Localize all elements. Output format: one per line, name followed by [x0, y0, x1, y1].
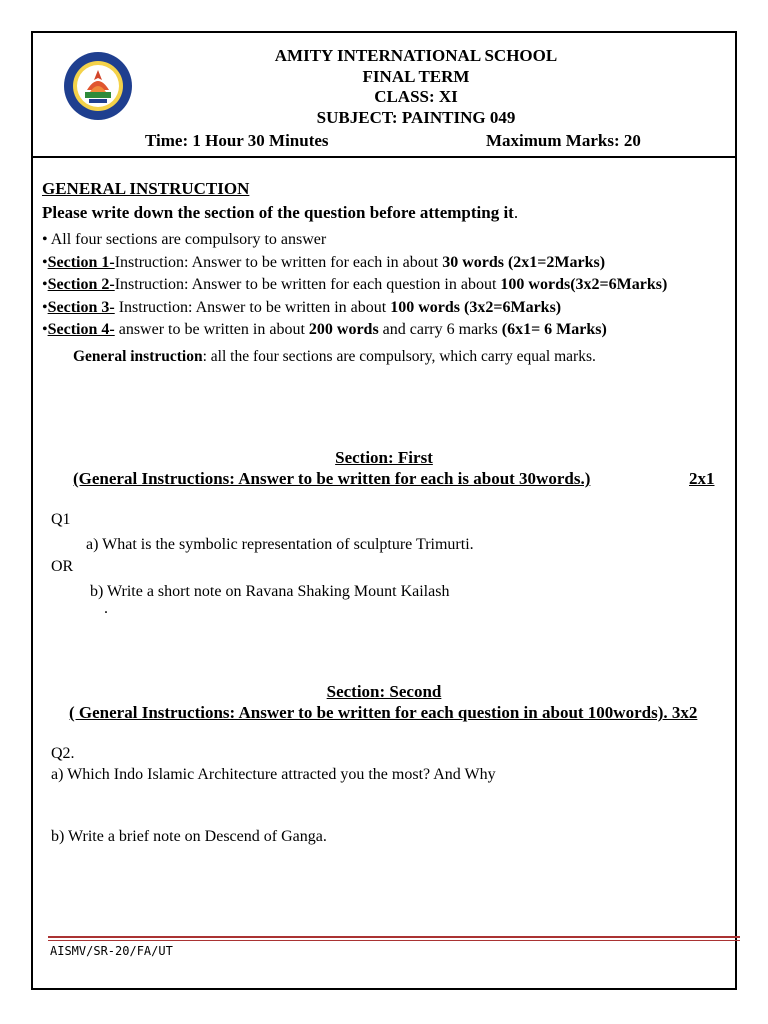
maximum-marks: Maximum Marks: 20 [486, 131, 641, 150]
instruction-item: •Section 3- Instruction: Answer to be written in about 100 words (3x2=6Marks) [42, 298, 562, 316]
instruction-item: •Section 1-Instruction: Answer to be written for each in about 30 words (2x1=2Marks) [42, 253, 606, 271]
section-first-instruction: (General Instructions: Answer to be written for each is about 30words.) [73, 469, 591, 488]
school-name: AMITY INTERNATIONAL SCHOOL [274, 46, 558, 65]
general-instruction-lead: Please write down the section of the question before attempting it. [42, 203, 519, 222]
section-first-marks-rule [614, 469, 686, 489]
section-second-title: Section: Second [326, 682, 442, 701]
instruction-item: •Section 4- answer to be written in about 200 words and carry 6 marks (6x1= 6 Marks) [42, 321, 607, 338]
school-logo [62, 50, 134, 122]
question-1-label: Q1 [51, 511, 71, 528]
instruction-item: • All four sections are compulsory to answer [42, 231, 327, 248]
exam-time: Time: 1 Hour 30 Minutes [145, 131, 329, 150]
header-divider [31, 156, 737, 158]
footer-document-code: AISMV/SR-20/FA/UT [50, 944, 173, 958]
footer-rule [48, 940, 740, 941]
general-instruction-title: GENERAL INSTRUCTION [42, 179, 250, 198]
instruction-item: •Section 2-Instruction: Answer to be written for each question in about 100 words(3x2=6Marks) [42, 276, 668, 293]
exam-header [200, 46, 632, 128]
exam-subject: SUBJECT: PAINTING 049 [316, 107, 516, 127]
section-first-marks: 2x1 [689, 469, 715, 488]
exam-class: CLASS: XI [374, 87, 458, 106]
question-1-or: OR [51, 558, 74, 575]
page-border [31, 31, 737, 990]
footer-rule [48, 936, 740, 938]
section-second-instruction: ( General Instructions: Answer to be written for each question in about 100words). 3x2 [69, 703, 698, 722]
exam-term: FINAL TERM [362, 66, 470, 86]
section-first-title: Section: First [335, 448, 433, 467]
question-2b: b) Write a brief note on Descend of Ganga. [51, 828, 327, 845]
general-instruction-note: General instruction: all the four sections are compulsory, which carry equal marks. [73, 348, 596, 365]
question-1a: a) What is the symbolic representation of sculpture Trimurti. [86, 536, 474, 553]
question-1-dot: . [104, 600, 108, 617]
instruction-list [42, 229, 742, 342]
question-2-label: Q2. [51, 745, 75, 762]
question-1b: b) Write a short note on Ravana Shaking Mount Kailash [90, 583, 450, 600]
question-2a: a) Which Indo Islamic Architecture attracted you the most? And Why [51, 766, 496, 783]
